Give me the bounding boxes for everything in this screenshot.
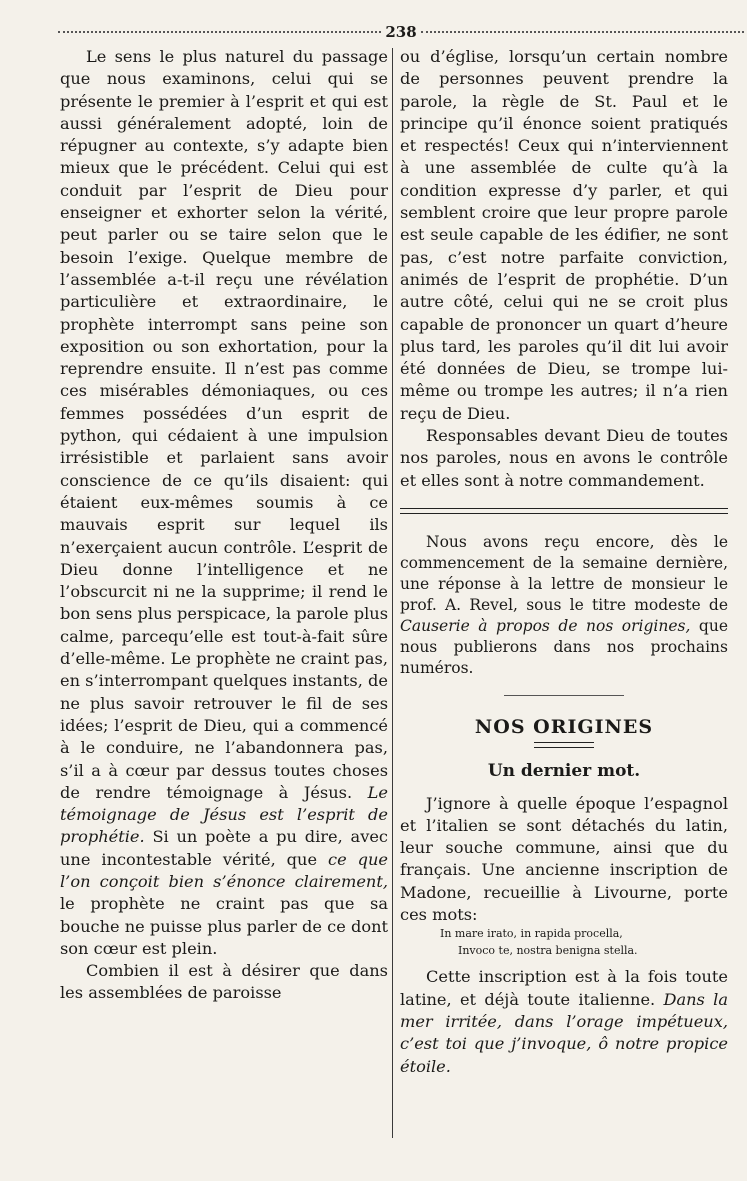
right-column	[400, 46, 728, 1078]
paragraph-sens-naturel	[60, 46, 388, 960]
double-rule-separator	[400, 508, 728, 514]
title-ornament	[534, 742, 594, 748]
section-subtitle: Un dernier mot.	[487, 761, 641, 782]
paragraph-continuation: ou d’église, lorsqu’un certain nombre de personnes peuvent prendre la parole, la règle de St. Paul et le principe qu’il énonce soient pratiqués et respectés! Ceux qui n’interviennent à une assemblée de culte qu’à la condition expresse d’y parler, et qui semblent croire que leur propre parole est seule capable de les édifier, ne sont pas, c’est notre parfaite conviction, animés de l’esprit de prophétie. D’un autre côté, celui qui ne se croit plus capable de prononcer un quart d’heure plus tard, les paroles qu’il dit lui avoir été données de Dieu, se trompe lui-même ou trompe les autres; il n’a rien reçu de Dieu.	[400, 47, 728, 423]
notice-text: que nous publierons dans nos prochains numéros.	[400, 616, 728, 677]
italic-translation: Dans la mer irritée, dans l’orage impétueux, c’est toi que j’invoque, ô notre propice étoile.	[400, 989, 728, 1076]
paragraph-text: Si un poète a pu dire, avec une incontestable vérité, que	[60, 827, 388, 869]
paragraph-text: le prophète ne craint pas que sa bouche ne puisse plus parler de ce dont son cœur est plein.	[60, 894, 388, 958]
short-rule-separator	[504, 695, 624, 696]
header-dotted-rule	[421, 31, 744, 33]
notice-paragraph	[400, 532, 728, 679]
paragraph-text: Le sens le plus naturel du passage que nous examinons, celui qui se présente le premier à l’esprit et qui est aussi généralement adopté, loin de répugner au contexte, s’y adapte bien mieux que le précédent. Celui qui est conduit par l’esprit de Dieu pour enseigner et exhorter selon la vérité, peut parler ou se taire selon que le besoin l’exige. Quelque membre de l’assemblée a-t-il reçu une révélation particulière et extraordinaire, le prophète interrompt sans peine son exposition ou son exhortation, pour la reprendre ensuite. Il n’est pas comme ces misérables démoniaques, ou ces femmes possédées d’un esprit de python, qui cédaient à une impulsion irrésistible et parlaient sans avoir conscience de ce qu’ils disaient: qui étaient eux-mêmes soumis à ce mauvais esprit sur lequel ils n’exerçaient aucun contrôle. L’esprit de Dieu donne l’intelligence et ne l’obscurcit ni ne la supprime; il rend le bon sens plus perspicace, la parole plus calme, parcequ’elle est tout-à-fait sûre d’elle-même. Le prophète ne craint pas, en s’interrompant quelques instants, de ne plus savoir retrouver le fil de ses idées; l’esprit de Dieu, qui a commencé à le conduire, ne l’abandonnera pas, s’il a à cœur par dessus toutes choses de rendre témoignage à Jésus.	[60, 47, 388, 802]
page-number: 238	[385, 23, 417, 41]
italic-quote: Le témoignage de Jésus est l’esprit de prophétie.	[60, 782, 388, 847]
inscription-line-2: Invoco te, nostra benigna stella.	[458, 944, 638, 958]
paragraph-inscription	[400, 966, 728, 1077]
left-column	[60, 46, 388, 1005]
paragraph-origines: J’ignore à quelle époque l’espagnol et l’italien se sont détachés du latin, leur souche commune, ainsi que du français. Une ancienne inscription de Madone, recueillie à Livourne, porte ces mots:	[400, 793, 728, 925]
notice-text: Nous avons reçu encore, dès le commencement de la semaine dernière, une réponse à la lettre de monsieur le prof. A. Revel, sous le titre modeste de	[400, 532, 728, 614]
section-title: NOS ORIGINES	[474, 715, 654, 738]
notice-italic-title: Causerie à propos de nos origines,	[400, 616, 691, 635]
italic-quote: ce que l’on conçoit bien s’énonce clairement,	[60, 849, 388, 891]
paragraph-responsables: Responsables devant Dieu de toutes nos paroles, nous en avons le contrôle et elles sont à notre commandement.	[400, 426, 728, 490]
paragraph-combien: Combien il est à désirer que dans les assemblées de paroisse	[60, 961, 388, 1003]
paragraph-text: Cette inscription est à la fois toute latine, et déjà toute italienne.	[400, 967, 728, 1009]
page-header	[58, 22, 744, 42]
column-divider	[392, 48, 393, 1138]
header-dotted-rule	[58, 31, 381, 33]
inscription-line-1: In mare irato, in rapida procella,	[440, 927, 623, 941]
